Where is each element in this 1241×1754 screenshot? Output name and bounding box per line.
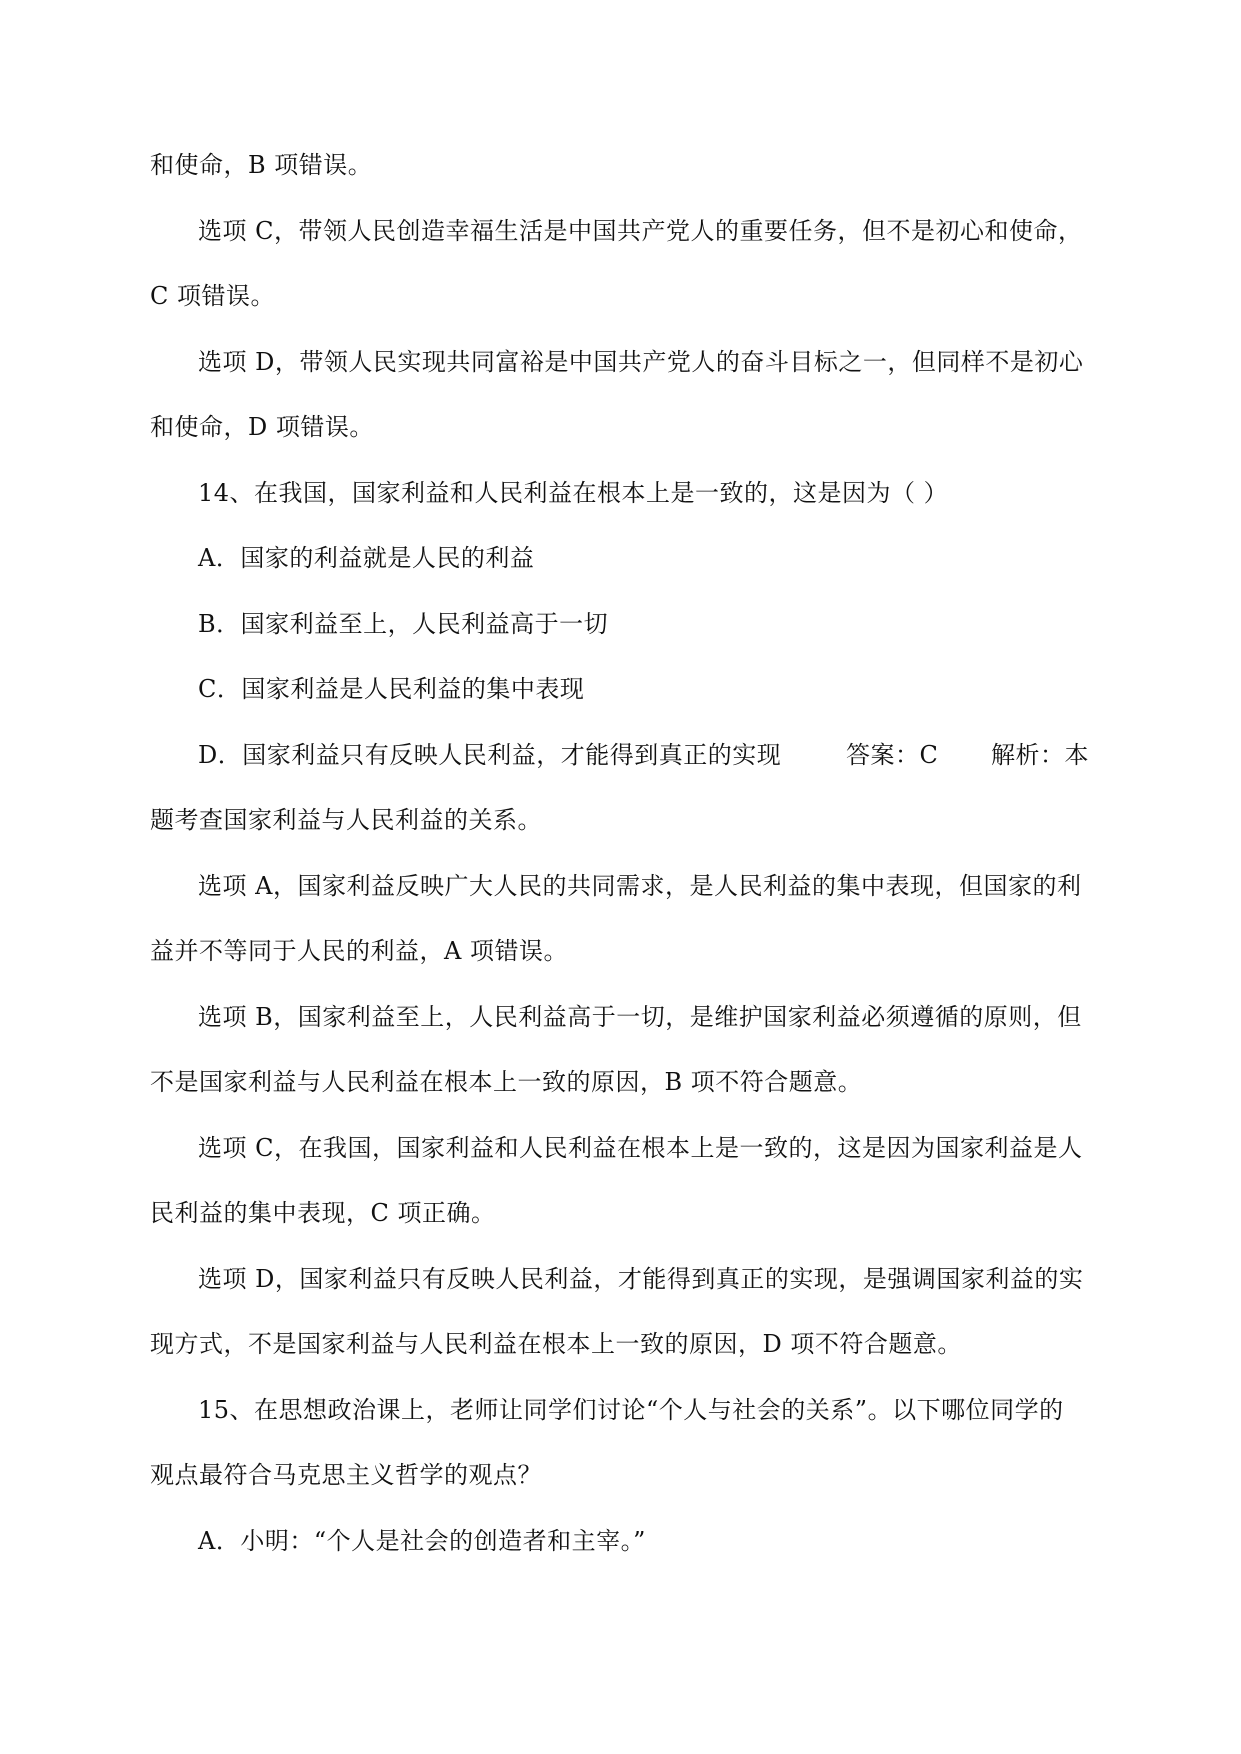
text-run: 现方式，不是国家利益与人民利益在根本上一致的原因，D 项不符合题意。 [150, 1330, 962, 1358]
text-line [0, 276, 1241, 316]
text-run: 选项 D，国家利益只有反映人民利益，才能得到真正的实现，是强调国家利益的实 [198, 1265, 1084, 1293]
question-14-option-a [0, 538, 1241, 578]
text-run: 选项 C，在我国，国家利益和人民利益在根本上是一致的，这是因为国家利益是人 [198, 1134, 1083, 1162]
text-run: B．国家利益至上，人民利益高于一切 [198, 610, 609, 638]
text-line [0, 342, 1241, 382]
text-run: A．小明：“个人是社会的创造者和主宰。” [198, 1527, 646, 1555]
question-15-stem-continued [0, 1455, 1241, 1495]
question-14-option-b [0, 604, 1241, 644]
question-14-option-d [0, 735, 1241, 775]
question-15-option-a [0, 1521, 1241, 1561]
text-line [0, 1193, 1241, 1233]
text-run: 民利益的集中表现，C 项正确。 [150, 1199, 496, 1227]
text-line [0, 1259, 1241, 1299]
question-14-stem [0, 473, 1241, 513]
text-run: 选项 B，国家利益至上，人民利益高于一切，是维护国家利益必须遵循的原则，但 [198, 1003, 1082, 1031]
text-run: 选项 C，带领人民创造幸福生活是中国共产党人的重要任务，但不是初心和使命， [198, 217, 1083, 245]
text-line [0, 800, 1241, 840]
text-line [0, 1324, 1241, 1364]
text-run: 选项 A，国家利益反映广大人民的共同需求，是人民利益的集中表现，但国家的利 [198, 872, 1082, 900]
text-line [0, 145, 1241, 185]
text-run: 14、在我国，国家利益和人民利益在根本上是一致的，这是因为（ ） [198, 479, 949, 507]
answer-label: 答案：C [846, 741, 939, 769]
explanation-label: 解析：本 [991, 741, 1089, 769]
text-line [0, 866, 1241, 906]
text-run: 15、在思想政治课上，老师让同学们讨论“个人与社会的关系”。以下哪位同学的 [198, 1396, 1064, 1424]
text-run: 不是国家利益与人民利益在根本上一致的原因，B 项不符合题意。 [150, 1068, 863, 1096]
text-run: D．国家利益只有反映人民利益，才能得到真正的实现 [198, 741, 782, 769]
text-run: 和使命，B 项错误。 [150, 151, 373, 179]
text-run: C 项错误。 [150, 282, 275, 310]
text-line [0, 931, 1241, 971]
text-run: 选项 D，带领人民实现共同富裕是中国共产党人的奋斗目标之一，但同样不是初心 [198, 348, 1084, 376]
text-line [0, 407, 1241, 447]
question-15-stem [0, 1390, 1241, 1430]
text-run: 益并不等同于人民的利益，A 项错误。 [150, 937, 568, 965]
text-run: 观点最符合马克思主义哲学的观点？ [150, 1461, 542, 1489]
text-run: 和使命，D 项错误。 [150, 413, 374, 441]
text-run: C．国家利益是人民利益的集中表现 [198, 675, 585, 703]
text-line [0, 1062, 1241, 1102]
text-line [0, 997, 1241, 1037]
text-run: A．国家的利益就是人民的利益 [198, 544, 535, 572]
text-run: 题考查国家利益与人民利益的关系。 [150, 806, 542, 834]
question-14-option-c [0, 669, 1241, 709]
text-line [0, 211, 1241, 251]
text-line [0, 1128, 1241, 1168]
